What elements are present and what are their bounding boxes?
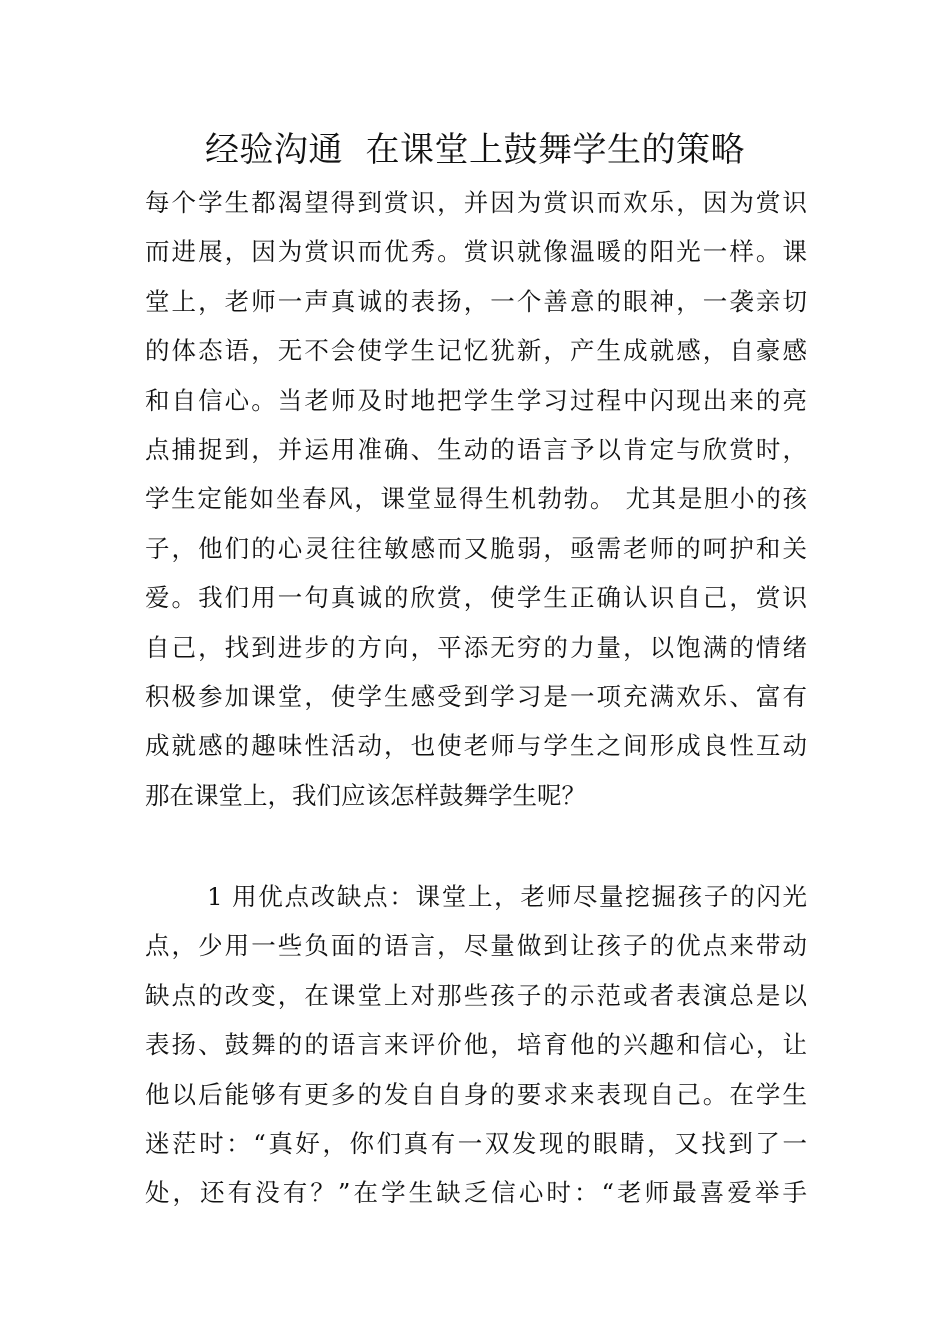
- text-line: 点捕捉到，并运用准确、生动的语言予以肯定与欣赏时，: [145, 434, 807, 464]
- text-line: 而进展，因为赏识而优秀。赏识就像温暖的阳光一样。课: [145, 237, 807, 267]
- page-title: 经验沟通 在课堂上鼓舞学生的策略: [204, 130, 746, 170]
- text-line: 表扬、鼓舞的的语言来评价他，培育他的兴趣和信心，让: [145, 1030, 807, 1060]
- paragraph-1: [145, 178, 807, 820]
- paragraph-2: [145, 872, 807, 1218]
- text-line: 迷茫时：“真好，你们真有一双发现的眼睛，又找到了一: [145, 1128, 807, 1158]
- text-line: 他以后能够有更多的发自自身的要求来表现自己。在学生: [145, 1079, 807, 1109]
- text-line: 成就感的趣味性活动，也使老师与学生之间形成良性互动: [145, 731, 807, 761]
- text-line: 学生定能如坐春风，课堂显得生机勃勃。 尤其是胆小的孩: [145, 484, 807, 514]
- text-line: 和自信心。当老师及时地把学生学习过程中闪现出来的亮: [145, 385, 807, 415]
- text-line: 积极参加课堂，使学生感受到学习是一项充满欢乐、富有: [145, 681, 807, 711]
- text-line: 缺点的改变，在课堂上对那些孩子的示范或者表演总是以: [145, 980, 807, 1010]
- text-line: 自己，找到进步的方向，平添无穷的力量，以饱满的情绪: [145, 632, 807, 662]
- text-line: 1 用优点改缺点：课堂上，老师尽量挖掘孩子的闪光: [207, 882, 807, 911]
- text-line: 每个学生都渴望得到赏识，并因为赏识而欢乐，因为赏识: [145, 188, 807, 217]
- text-line: 子，他们的心灵往往敏感而又脆弱，亟需老师的呵护和关: [145, 533, 807, 563]
- text-line: 堂上，老师一声真诚的表扬，一个善意的眼神，一袭亲切: [145, 286, 807, 316]
- text-line: 那在课堂上，我们应该怎样鼓舞学生呢？: [145, 780, 586, 810]
- text-line: 处，还有没有？”在学生缺乏信心时：“老师最喜爱举手: [145, 1178, 807, 1208]
- text-line: 点，少用一些负面的语言，尽量做到让孩子的优点来带动: [145, 931, 807, 961]
- text-line: 的体态语，无不会使学生记忆犹新，产生成就感，自豪感: [145, 336, 807, 366]
- text-line: 爱。我们用一句真诚的欣赏，使学生正确认识自己，赏识: [145, 583, 807, 613]
